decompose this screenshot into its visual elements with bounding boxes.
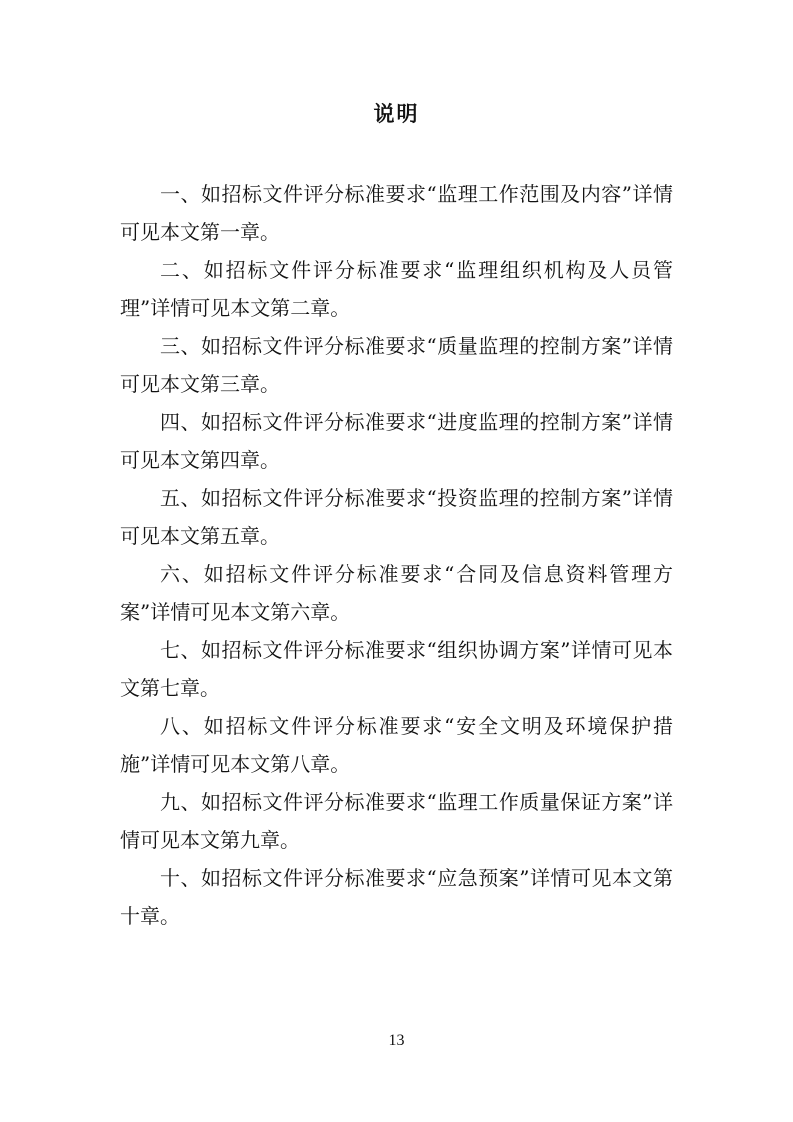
page-title: 说明 bbox=[373, 101, 420, 126]
paragraph-10: 十、如招标文件评分标准要求“应急预案”详情可见本文第十章。 bbox=[120, 866, 673, 928]
paragraph-9: 九、如招标文件评分标准要求“监理工作质量保证方案”详情可见本文第九章。 bbox=[120, 790, 673, 852]
document-body bbox=[120, 175, 673, 935]
paragraph-5: 五、如招标文件评分标准要求“投资监理的控制方案”详情可见本文第五章。 bbox=[120, 486, 673, 548]
paragraph-7: 七、如招标文件评分标准要求“组织协调方案”详情可见本文第七章。 bbox=[120, 638, 673, 700]
paragraph-4: 四、如招标文件评分标准要求“进度监理的控制方案”详情可见本文第四章。 bbox=[120, 410, 673, 472]
paragraph-2: 二、如招标文件评分标准要求“监理组织机构及人员管理”详情可见本文第二章。 bbox=[120, 258, 673, 320]
paragraph-1: 一、如招标文件评分标准要求“监理工作范围及内容”详情可见本文第一章。 bbox=[120, 182, 673, 244]
page-number: 13 bbox=[388, 1032, 405, 1049]
paragraph-3: 三、如招标文件评分标准要求“质量监理的控制方案”详情可见本文第三章。 bbox=[120, 334, 673, 396]
paragraph-6: 六、如招标文件评分标准要求“合同及信息资料管理方案”详情可见本文第六章。 bbox=[120, 562, 673, 624]
paragraph-8: 八、如招标文件评分标准要求“安全文明及环境保护措施”详情可见本文第八章。 bbox=[120, 714, 673, 776]
